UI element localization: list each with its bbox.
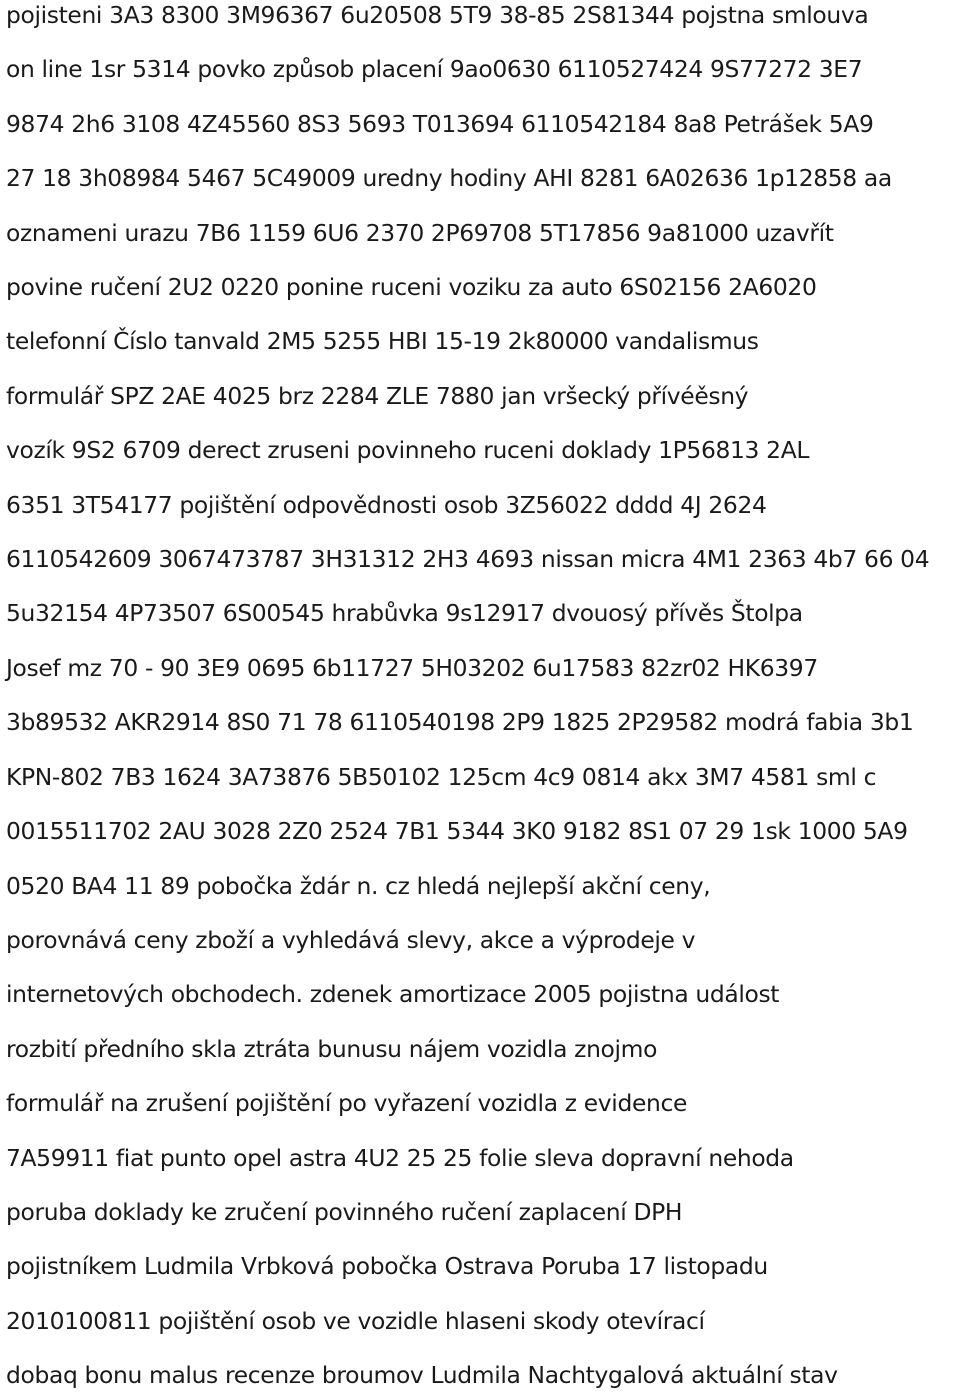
- text-line-13: Josef mz 70 - 90 3E9 0695 6b11727 5H03202 6u17583 82zr02 HK6397: [6, 654, 818, 682]
- text-line-24: pojistníkem Ludmila Vrbková pobočka Ostrava Poruba 17 listopadu: [6, 1252, 768, 1280]
- text-line-16: 0015511702 2AU 3028 2Z0 2524 7B1 5344 3K0 9182 8S1 07 29 1sk 1000 5A9: [6, 817, 908, 845]
- text-line-26: dobaq bonu malus recenze broumov Ludmila Nachtygalová aktuální stav: [6, 1361, 838, 1389]
- text-line-5: oznameni urazu 7B6 1159 6U6 2370 2P69708 5T17856 9a81000 uzavřít: [6, 219, 834, 247]
- text-line-18: porovnává ceny zboží a vyhledává slevy, akce a výprodeje v: [6, 926, 696, 954]
- text-line-21: formulář na zrušení pojištění po vyřazení vozidla z evidence: [6, 1089, 688, 1117]
- text-line-2: on line 1sr 5314 povko způsob placení 9ao0630 6110527424 9S77272 3E7: [6, 55, 863, 83]
- text-line-4: 27 18 3h08984 5467 5C49009 uredny hodiny AHI 8281 6A02636 1p12858 aa: [6, 164, 892, 192]
- text-line-3: 9874 2h6 3108 4Z45560 8S3 5693 T013694 6110542184 8a8 Petrášek 5A9: [6, 110, 874, 138]
- text-line-10: 6351 3T54177 pojištění odpovědnosti osob 3Z56022 dddd 4J 2624: [6, 491, 767, 519]
- text-line-23: poruba doklady ke zručení povinného ručení zaplacení DPH: [6, 1198, 683, 1226]
- text-line-11: 6110542609 3067473787 3H31312 2H3 4693 nissan micra 4M1 2363 4b7 66 04: [6, 545, 930, 573]
- text-line-17: 0520 BA4 11 89 pobočka ždár n. cz hledá nejlepší akční ceny,: [6, 872, 711, 900]
- text-line-1: pojisteni 3A3 8300 3M96367 6u20508 5T9 38-85 2S81344 pojstna smlouva: [6, 1, 869, 29]
- text-line-6: povine ručení 2U2 0220 ponine ruceni voziku za auto 6S02156 2A6020: [6, 273, 817, 301]
- text-line-22: 7A59911 fiat punto opel astra 4U2 25 25 folie sleva dopravní nehoda: [6, 1144, 794, 1172]
- text-line-12: 5u32154 4P73507 6S00545 hrabůvka 9s12917 dvouosý přívěs Štolpa: [6, 599, 803, 627]
- text-line-9: vozík 9S2 6709 derect zruseni povinneho ruceni doklady 1P56813 2AL: [6, 436, 810, 464]
- text-line-25: 2010100811 pojištění osob ve vozidle hlaseni skody otevírací: [6, 1307, 705, 1335]
- text-line-7: telefonní Číslo tanvald 2M5 5255 HBI 15-19 2k80000 vandalismus: [6, 327, 759, 355]
- text-line-15: KPN-802 7B3 1624 3A73876 5B50102 125cm 4c9 0814 akx 3M7 4581 sml c: [6, 763, 877, 791]
- text-line-8: formulář SPZ 2AE 4025 brz 2284 ZLE 7880 jan vršecký přívéěsný: [6, 382, 749, 410]
- text-line-14: 3b89532 AKR2914 8S0 71 78 6110540198 2P9 1825 2P29582 modrá fabia 3b1: [6, 708, 914, 736]
- text-line-20: rozbití předního skla ztráta bunusu nájem vozidla znojmo: [6, 1035, 658, 1063]
- text-line-19: internetových obchodech. zdenek amortizace 2005 pojistna událost: [6, 980, 780, 1008]
